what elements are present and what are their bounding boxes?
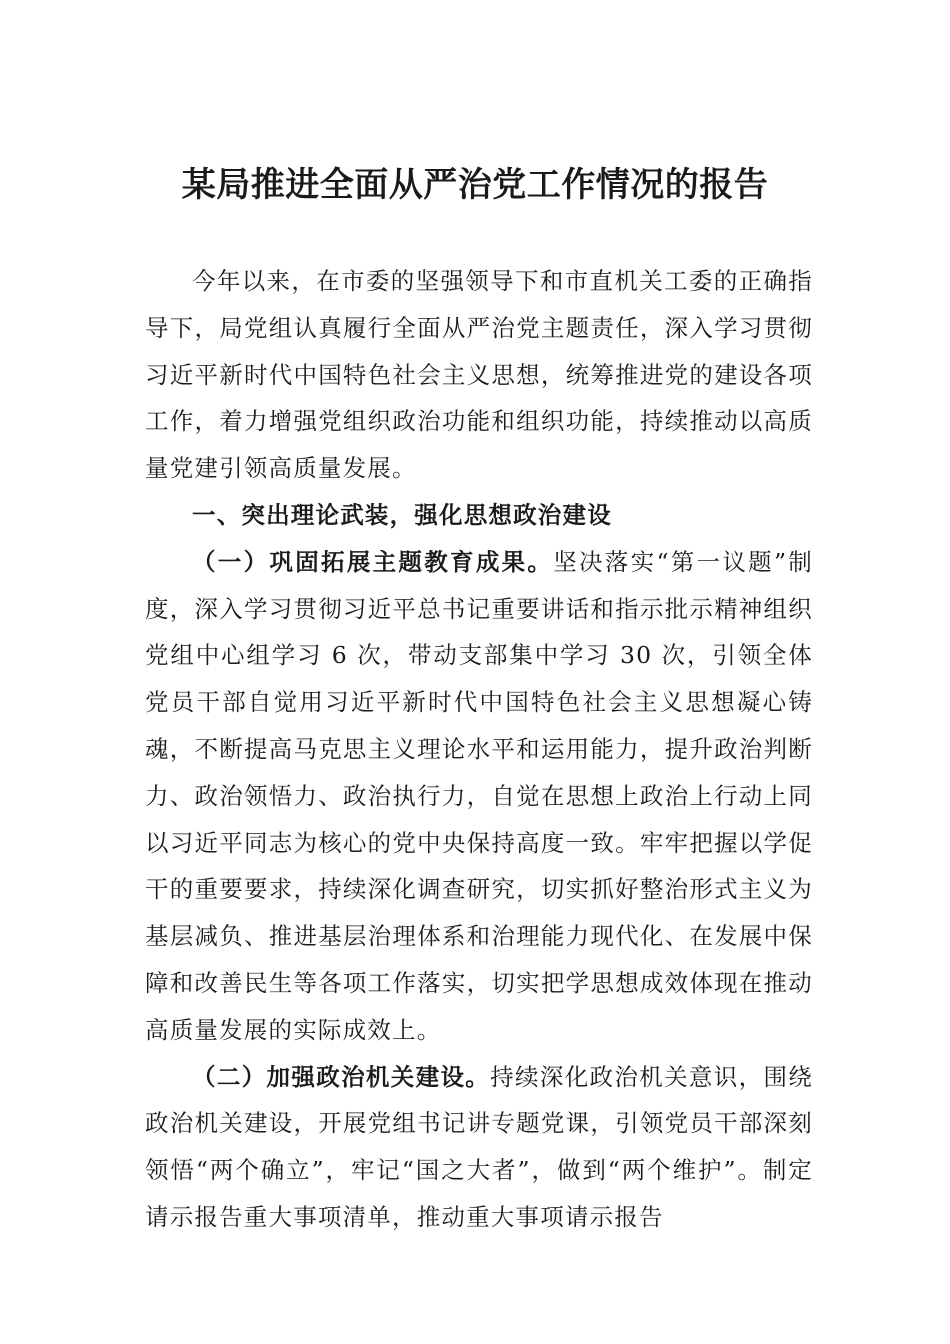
item-2-label: （二）加强政治机关建设。 [192, 1062, 491, 1091]
item-1-text: 坚决落实“第一议题”制度，深入学习贯彻习近平总书记重要讲话和指示批示精神组织党组中心组学习 6 次，带动支部集中学习 30 次，引领全体党员干部自觉用习近平新时代中国特色社会主义思想凝心铸魂，不断提高马克思主义理论水平和运用能力，提升政治判断力、政治领悟力、政治执行力，自觉在思想上政治上行动上同以习近平同志为核心的党中央保持高度一致。牢牢把握以学促干的重要要求，持续深化调查研究，切实抓好整治形式主义为基层减负、推进基层治理体系和治理能力现代化、在发展中保障和改善民生等各项工作落实，切实把学思想成效体现在推动高质量发展的实际成效上。 [145, 547, 813, 1044]
intro-paragraph: 今年以来，在市委的坚强领导下和市直机关工委的正确指导下，局党组认真履行全面从严治党主题责任，深入学习贯彻习近平新时代中国特色社会主义思想，统筹推进党的建设各项工作，着力增强党组织政治功能和组织功能，持续推动以高质量党建引领高质量发展。 [145, 267, 813, 483]
document-body [145, 258, 813, 1241]
section-heading: 一、突出理论武装，强化思想政治建设 [192, 500, 612, 529]
item-1-label: （一）巩固拓展主题教育成果。 [192, 547, 554, 576]
document-title: 某局推进全面从严治党工作情况的报告 [181, 165, 769, 205]
item-2-text: 持续深化政治机关意识，围绕政治机关建设，开展党组书记讲专题党课，引领党员干部深刻领悟“两个确立”，牢记“国之大者”，做到“两个维护”。制定请示报告重大事项清单，推动重大事项请示报告 [145, 1062, 813, 1231]
section-item-2 [145, 1054, 813, 1241]
section-item-1 [145, 539, 813, 1054]
